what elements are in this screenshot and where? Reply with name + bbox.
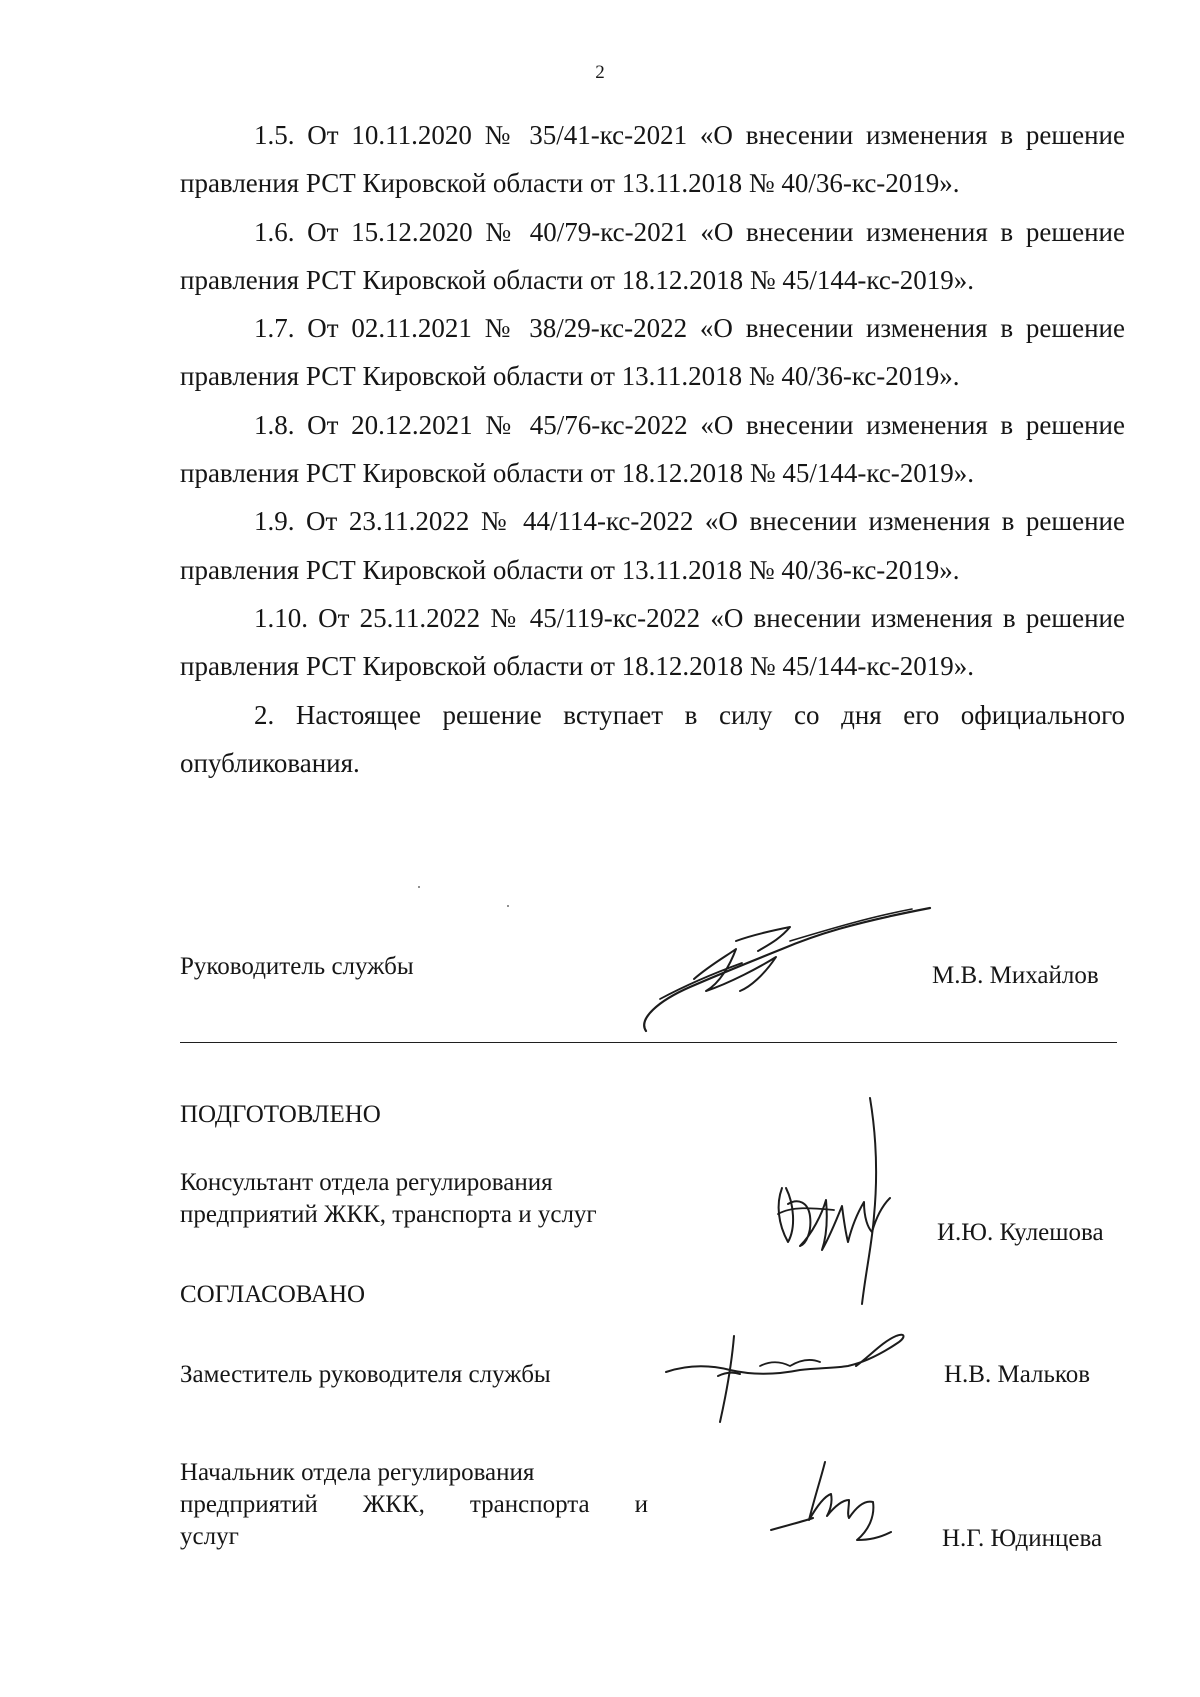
signature-head [640,905,940,1035]
scan-speck [418,886,420,888]
paragraph-1-10: 1.10. От 25.11.2022 № 45/119-кс-2022 «О внесении изменения в решение правления РСТ Кировской области от 18.12.2018 № 45/144-кс-2019». [180,602,1125,682]
signature-chief [765,1460,905,1550]
prepared-position-line-2: предприятий ЖКК, транспорта и услуг [180,1201,597,1228]
prepared-position-line-1: Консультант отдела регулирования [180,1169,553,1196]
prepared-name: И.Ю. Кулешова [937,1219,1104,1246]
signature-prepared [772,1094,902,1314]
scan-speck [507,905,509,907]
page-number: 2 [595,62,605,83]
paragraph-2: 2. Настоящее решение вступает в силу со дня его официального опубликования. [180,699,1125,778]
chief-position-line-2: предприятий ЖКК, транспорта и [180,1491,648,1518]
paragraph-1-6: 1.6. От 15.12.2020 № 40/79-кс-2021 «О внесении изменения в решение правления РСТ Кировской области от 18.12.2018 № 45/144-кс-2019». [180,216,1125,295]
paragraph-1-9: 1.9. От 23.11.2022 № 44/114-кс-2022 «О внесении изменения в решение правления РСТ Кировской области от 13.11.2018 № 40/36-кс-2019». [180,506,1125,585]
paragraph-1-5: 1.5. От 10.11.2020 № 35/41-кс-2021 «О внесении изменения в решение правления РСТ Кировской области от 13.11.2018 № 40/36-кс-2019». [180,120,1125,199]
deputy-name: Н.В. Мальков [944,1361,1091,1388]
paragraph-1-7: 1.7. От 02.11.2021 № 38/29-кс-2022 «О внесении изменения в решение правления РСТ Кировской области от 13.11.2018 № 40/36-кс-2019». [180,313,1125,392]
deputy-position: Заместитель руководителя службы [180,1361,551,1388]
chief-position-line-3: услуг [180,1523,239,1550]
signature-deputy [660,1330,920,1430]
chief-position-line-1: Начальник отдела регулирования [180,1459,535,1486]
agreed-heading: СОГЛАСОВАНО [180,1281,366,1308]
head-position: Руководитель службы [180,953,414,980]
head-name: М.В. Михайлов [932,962,1099,989]
prepared-heading: ПОДГОТОВЛЕНО [180,1101,381,1128]
chief-position [180,1457,648,1553]
signature-divider [180,1042,1117,1043]
paragraph-1-8: 1.8. От 20.12.2021 № 45/76-кс-2022 «О внесении изменения в решение правления РСТ Кировской области от 18.12.2018 № 45/144-кс-2019». [180,409,1125,489]
decision-body [180,111,1125,787]
chief-name: Н.Г. Юдинцева [942,1525,1103,1552]
